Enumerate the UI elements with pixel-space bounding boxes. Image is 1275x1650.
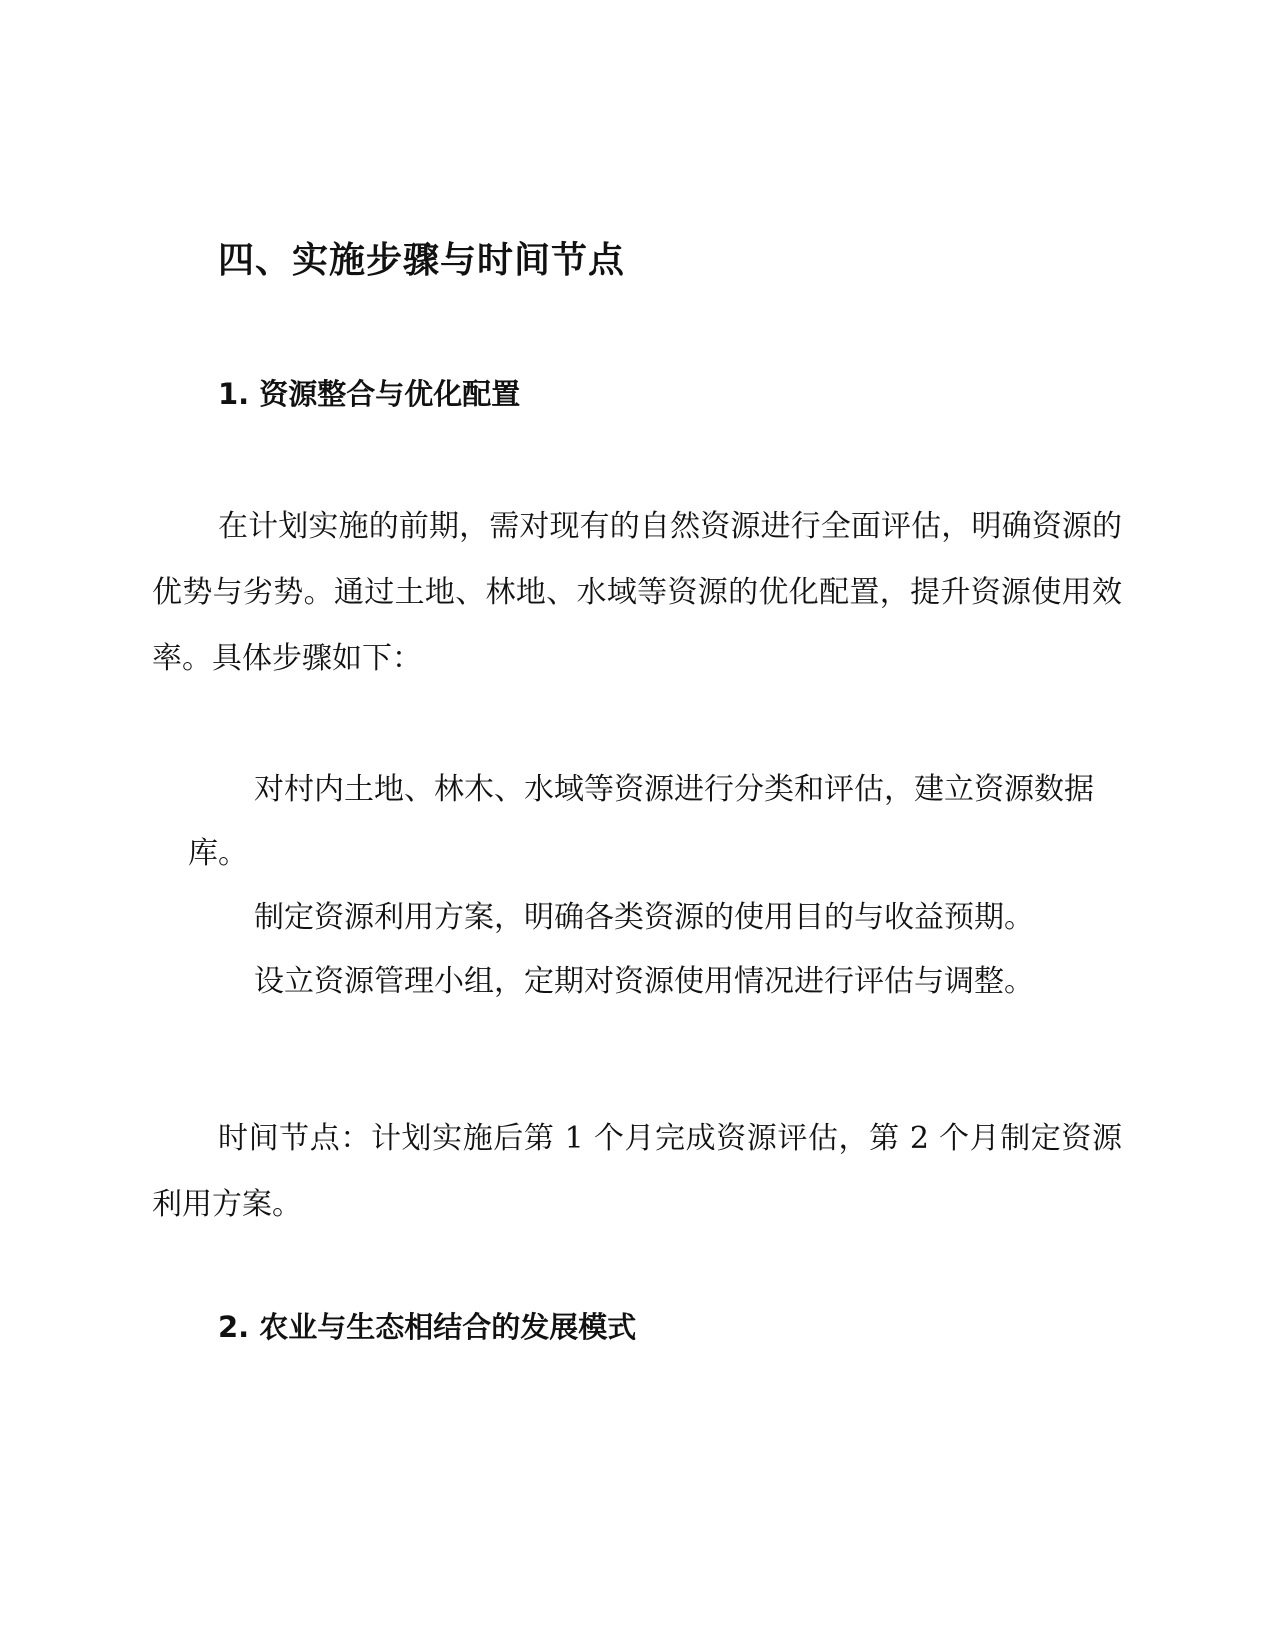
subsection-1-timeline: 时间节点：计划实施后第 1 个月完成资源评估，第 2 个月制定资源利用方案。 <box>152 1121 1122 1222</box>
list-item: 设立资源管理小组，定期对资源使用情况进行评估与调整。 <box>254 964 1034 999</box>
subsection-1-intro: 在计划实施的前期，需对现有的自然资源进行全面评估，明确资源的优势与劣势。通过土地、林地、水域等资源的优化配置，提升资源使用效率。具体步骤如下： <box>152 509 1122 676</box>
subsection-1-title: 1. 资源整合与优化配置 <box>218 377 521 411</box>
resource-steps-list <box>188 758 1123 1014</box>
list-item: 对村内土地、林木、水域等资源进行分类和评估，建立资源数据库。 <box>188 772 1094 871</box>
list-item: 制定资源利用方案，明确各类资源的使用目的与收益预期。 <box>254 900 1034 935</box>
subsection-2-title: 2. 农业与生态相结合的发展模式 <box>218 1310 637 1344</box>
section-title: 四、实施步骤与时间节点 <box>218 240 626 281</box>
